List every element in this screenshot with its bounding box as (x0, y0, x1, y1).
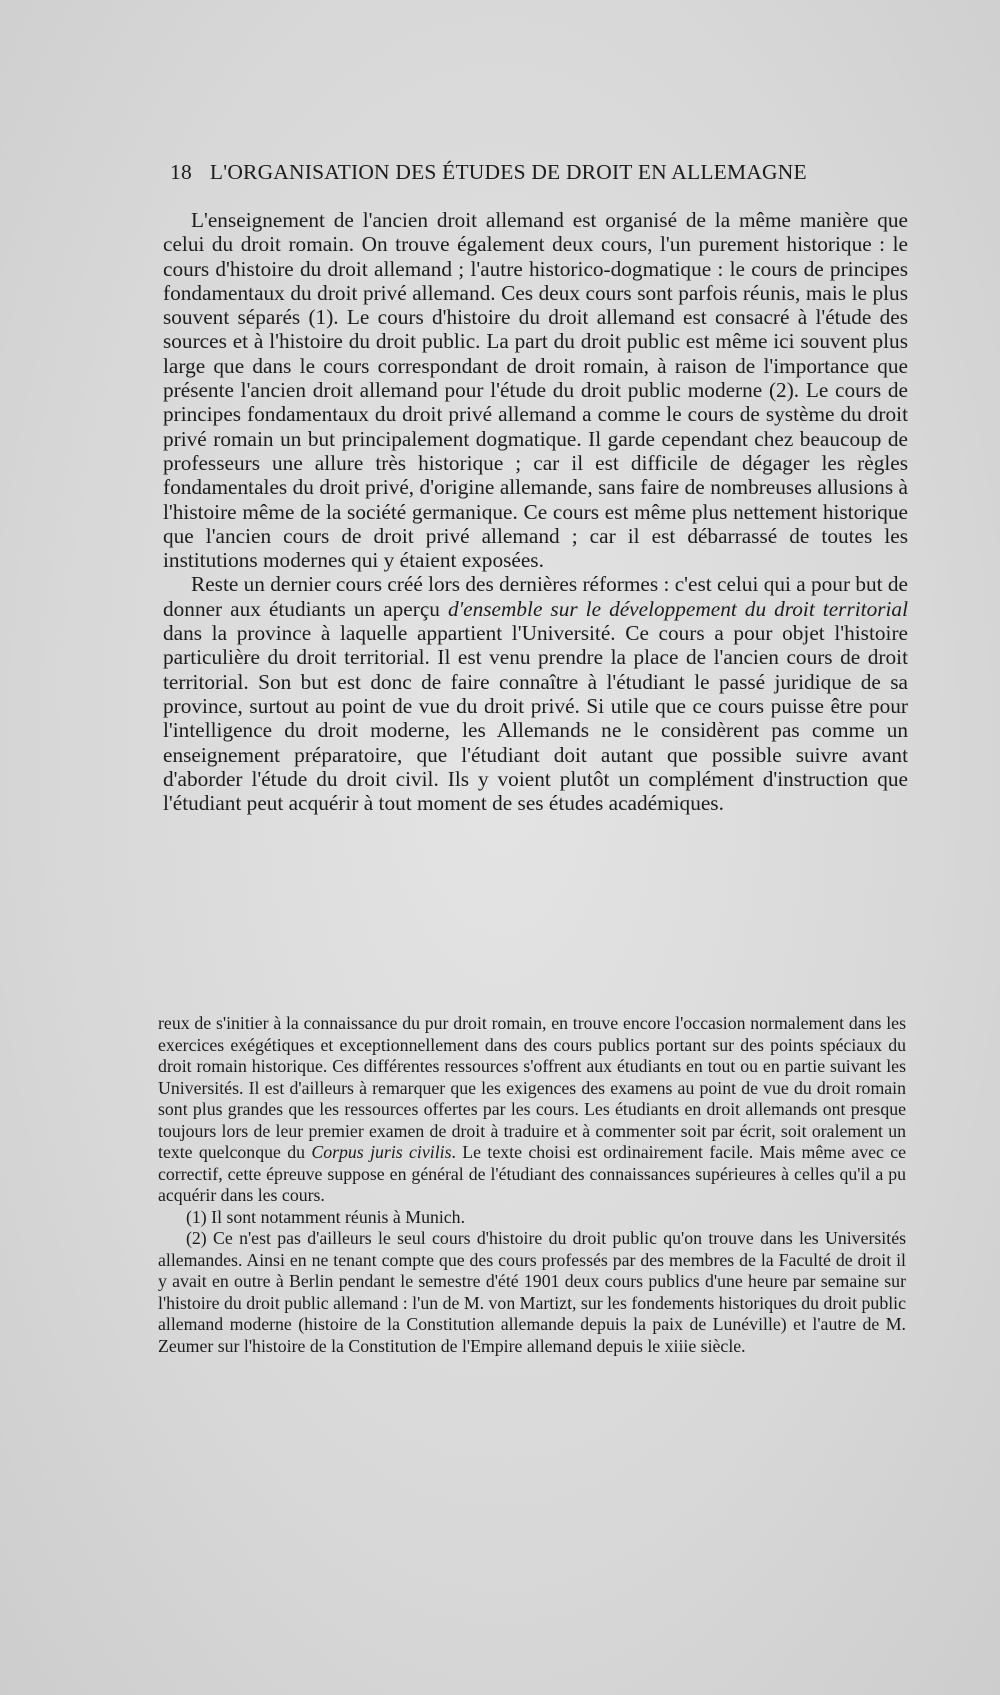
main-text (163, 208, 908, 815)
footnote-text: . Le texte choisi est ordinairement facile. Mais même avec ce correctif, cette épreuve suppose en général de l'étudiant des connaissances supérieures à celles qu'il a pu acquérir dans les cours. (158, 1142, 907, 1205)
footnotes (158, 1013, 906, 1357)
paragraph: L'enseignement de l'ancien droit allemand est organisé de la même manière que celui du droit romain. On trouve également deux cours, l'un purement historique : le cours d'histoire du droit allemand ; l'autre historico-dogmatique : le cours de principes fondamentaux du droit privé allemand. Ces deux cours sont parfois réunis, mais le plus souvent séparés (1). Le cours d'histoire du droit allemand est consacré à l'étude des sources et à l'histoire du droit public. La part du droit public est même ici souvent plus large que dans le cours correspondant de droit romain, à raison de l'importance que présente l'ancien droit allemand pour l'étude du droit public moderne (2). Le cours de principes fondamentaux du droit privé allemand a comme le cours de système du droit privé romain un but principalement dogmatique. Il garde cependant chez beaucoup de professeurs une allure très historique ; car il est difficile de dégager les règles fondamentales du droit privé, d'origine allemande, sans faire de nombreuses allusions à l'histoire même de la société germanique. Ce cours est même plus nettement historique que l'ancien cours de droit privé allemand ; car il est débarrassé de toutes les institutions modernes qui y étaient exposées. (163, 208, 908, 573)
paragraph-text: Reste un dernier cours créé lors des dernières réformes : c'est celui qui a pour but de donner aux étudiants un aperçu (163, 572, 909, 621)
footnote-continuation (158, 1013, 906, 1207)
footnote-text: reux de s'initier à la connaissance du pur droit romain, en trouve encore l'occasion normalement dans les exercices exégétiques et exceptionnellement dans des cours publics portant sur des points spéciaux du droit romain historique. Ces différentes ressources s'offrent aux étudiants en tout ou en partie suivant les Universités. Il est d'ailleurs à remarquer que les exigences des examens au point de vue du droit romain sont plus grandes que les ressources offertes par les cours. Les étudiants en droit allemands ont presque toujours lors de leur premier examen de droit à traduire et à commenter soit par écrit, soit oralement un texte quelconque du (158, 1013, 906, 1162)
page-header (170, 160, 915, 192)
footnote-1: (1) Il sont notamment réunis à Munich. (186, 1206, 466, 1227)
paragraph-text: dans la province à laquelle appartient l'Université. Ce cours a pour objet l'histoire particulière du droit territorial. Il est venu prendre la place de l'ancien cours de droit territorial. Son but est donc de faire connaître à l'étudiant le passé juridique de sa province, surtout au point de vue du droit privé. Si utile que ce cours puisse être pour l'intelligence du droit moderne, les Allemands ne le considèrent pas comme un enseignement préparatoire, que l'étudiant doit autant que possible suivre avant d'aborder l'étude du droit civil. Ils y voient plutôt un complément d'instruction que l'étudiant peut acquérir à tout moment de ses études académiques. (163, 621, 908, 816)
paragraph-italic-text: d'ensemble sur le développement du droit territorial (447, 596, 908, 621)
footnote-2: (2) Ce n'est pas d'ailleurs le seul cours d'histoire du droit public qu'on trouve dans les Universités allemandes. Ainsi en ne tenant compte que des cours professés par des membres de la Faculté de droit il y avait en outre à Berlin pendant le semestre d'été 1901 deux cours publics d'une heure par semaine sur l'histoire du droit public allemand : l'un de M. von Martizt, sur les fondements historiques du droit public allemand moderne (histoire de la Constitution allemande depuis la paix de Lunéville) et l'autre de M. Zeumer sur l'histoire de la Constitution de l'Empire allemand depuis le xiiie siècle. (158, 1228, 906, 1356)
running-title: L'ORGANISATION DES ÉTUDES DE DROIT EN ALLEMAGNE (209, 160, 807, 184)
page-number: 18 (170, 160, 192, 184)
footnote-italic-text: Corpus juris civilis (311, 1142, 452, 1162)
paragraph (163, 572, 908, 815)
